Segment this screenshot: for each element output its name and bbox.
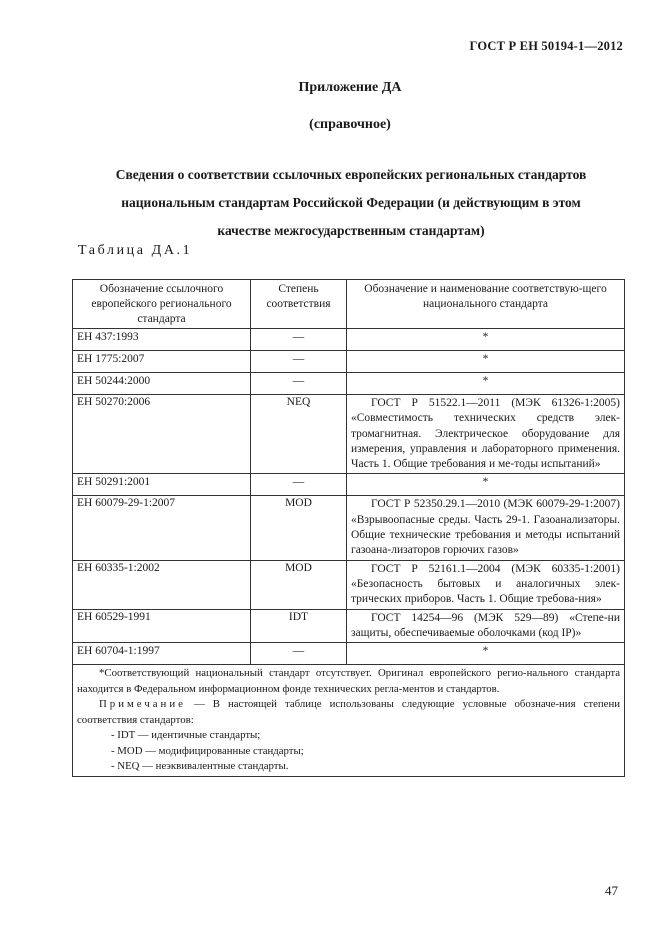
degree-cell: — bbox=[251, 373, 347, 395]
table-row bbox=[73, 609, 625, 643]
correspondence-table bbox=[72, 279, 625, 777]
table-row bbox=[73, 560, 625, 609]
reference-cell: ЕН 60529-1991 bbox=[73, 609, 251, 643]
table-row bbox=[73, 373, 625, 395]
legend-item: - IDT — идентичные стандарты; bbox=[111, 729, 261, 742]
table-row bbox=[73, 351, 625, 373]
note-label: Примечание bbox=[99, 698, 186, 711]
reference-cell: ЕН 50244:2000 bbox=[73, 373, 251, 395]
note-text: — В настоящей таблице использованы следующие условные обозначе-ния степени соответствия стандартов: bbox=[77, 698, 620, 726]
national-text: ГОСТ Р 52350.29.1—2010 (МЭК 60079-29-1:2007) «Взрывоопасные среды. Часть 29-1. Газоанализаторы. Общие технические требования и методы испытаний газоана-лизаторов горючих газов» bbox=[351, 498, 620, 557]
national-cell: * bbox=[347, 643, 625, 665]
heading-line: качестве межгосударственным стандартам) bbox=[217, 223, 485, 238]
column-header-degree: Степень соответствия bbox=[251, 280, 347, 329]
degree-cell: — bbox=[251, 474, 347, 496]
table-header-row bbox=[73, 280, 625, 329]
national-cell: * bbox=[347, 373, 625, 395]
table-row bbox=[73, 496, 625, 560]
national-cell bbox=[347, 609, 625, 643]
degree-cell: — bbox=[251, 351, 347, 373]
national-text: ГОСТ 14254—96 (МЭК 529—89) «Степе-ни защиты, обеспечиваемые оболочками (код IP)» bbox=[351, 611, 620, 639]
table-row bbox=[73, 395, 625, 474]
national-cell bbox=[347, 560, 625, 609]
table-row bbox=[73, 474, 625, 496]
national-cell: * bbox=[347, 329, 625, 351]
national-cell: * bbox=[347, 474, 625, 496]
national-text: ГОСТ Р 51522.1—2011 (МЭК 61326-1:2005) «Совместимость технических средств элек-тромагнитная. Электрическое оборудование для измерения, управления и лабораторного применения. Часть 1. Общие требования и ме-тоды испытаний» bbox=[351, 397, 620, 471]
degree-cell: IDT bbox=[251, 609, 347, 643]
reference-cell: ЕН 50270:2006 bbox=[73, 395, 251, 474]
heading-line: национальным стандартам Российской Федерации (и действующим в этом bbox=[121, 195, 581, 210]
degree-cell: NEQ bbox=[251, 395, 347, 474]
national-cell: * bbox=[347, 351, 625, 373]
reference-cell: ЕН 437:1993 bbox=[73, 329, 251, 351]
degree-cell: — bbox=[251, 329, 347, 351]
table-label: Таблица ДА.1 bbox=[78, 243, 193, 258]
degree-cell: MOD bbox=[251, 496, 347, 560]
reference-cell: ЕН 60335-1:2002 bbox=[73, 560, 251, 609]
page-number: 47 bbox=[605, 883, 618, 898]
heading-line: Сведения о соответствии ссылочных европейских региональных стандартов bbox=[115, 167, 587, 182]
table-row bbox=[73, 329, 625, 351]
column-header-national: Обозначение и наименование соответствую-щего национального стандарта bbox=[347, 280, 625, 329]
column-header-reference: Обозначение ссылочного европейского регионального стандарта bbox=[73, 280, 251, 329]
national-cell bbox=[347, 496, 625, 560]
table-notes-row bbox=[73, 665, 625, 777]
degree-cell: MOD bbox=[251, 560, 347, 609]
note bbox=[77, 697, 620, 728]
appendix-type: (справочное) bbox=[309, 117, 391, 132]
national-cell bbox=[347, 395, 625, 474]
table-row bbox=[73, 643, 625, 665]
appendix-title: Приложение ДА bbox=[298, 80, 402, 95]
legend-item: - MOD — модифицированные стандарты; bbox=[111, 744, 304, 757]
reference-cell: ЕН 1775:2007 bbox=[73, 351, 251, 373]
reference-cell: ЕН 60079-29-1:2007 bbox=[73, 496, 251, 560]
reference-cell: ЕН 50291:2001 bbox=[73, 474, 251, 496]
table-notes bbox=[73, 665, 625, 777]
section-heading bbox=[66, 161, 636, 245]
reference-cell: ЕН 60704-1:1997 bbox=[73, 643, 251, 665]
degree-cell: — bbox=[251, 643, 347, 665]
legend-item: - NEQ — неэквивалентные стандарты. bbox=[111, 760, 289, 773]
footnote: *Соответствующий национальный стандарт отсутствует. Оригинал европейского регио-нального стандарта находится в Федеральном информационном фонде технических регла-ментов и стандартов. bbox=[77, 667, 620, 695]
document-code: ГОСТ Р ЕН 50194-1—2012 bbox=[469, 39, 623, 53]
national-text: ГОСТ Р 52161.1—2004 (МЭК 60335-1:2001) «Безопасность бытовых и аналогичных элек-трических приборов. Часть 1. Общие требова-ния» bbox=[351, 562, 620, 606]
